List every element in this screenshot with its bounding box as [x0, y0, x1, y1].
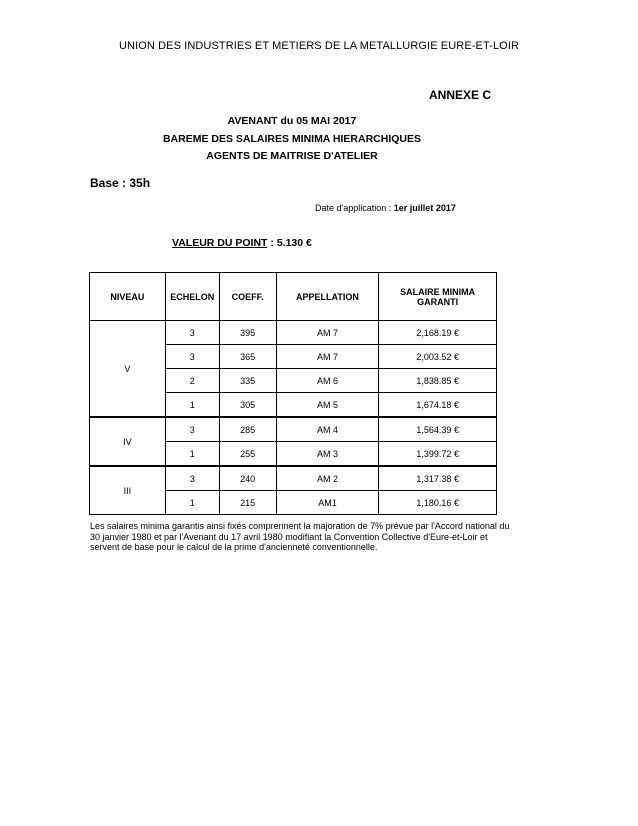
coeff-cell: 215 — [219, 491, 276, 515]
footnote-text: Les salaires minima garantis ainsi fixés comprennent la majoration de 7% prévue par l'Accord national du 30 janvier 1980 et par l'Avenant du 17 avril 1980 modifiant la Convention Collective d'Eure-et-Loir et servent de base pour le calcul de la prime d'ancienneté conventionnelle. — [90, 521, 510, 552]
header-coeff: COEFF. — [219, 273, 276, 321]
echelon-cell: 1 — [165, 393, 219, 418]
title-category: AGENTS DE MAITRISE D'ATELIER — [206, 150, 378, 162]
echelon-cell: 3 — [165, 345, 219, 369]
appellation-cell: AM 5 — [276, 393, 379, 418]
level-cell: IV — [90, 417, 166, 466]
salary-table — [89, 272, 497, 515]
salary-cell: 1,399.72 € — [379, 442, 497, 467]
echelon-cell: 3 — [165, 417, 219, 442]
title-amendment: AVENANT du 05 MAI 2017 — [227, 115, 357, 127]
table-header-row — [90, 273, 497, 321]
title-scale: BAREME DES SALAIRES MINIMA HIERARCHIQUES — [162, 133, 422, 145]
appellation-cell: AM 2 — [276, 466, 379, 491]
annex-label: ANNEXE C — [429, 88, 492, 102]
echelon-cell: 2 — [165, 369, 219, 393]
salary-cell: 1,674.18 € — [379, 393, 497, 418]
level-cell: III — [90, 466, 166, 515]
coeff-cell: 395 — [219, 321, 276, 345]
coeff-cell: 305 — [219, 393, 276, 418]
level-cell: V — [90, 321, 166, 418]
salary-cell: 1,180.16 € — [379, 491, 497, 515]
coeff-cell: 285 — [219, 417, 276, 442]
appellation-cell: AM 7 — [276, 345, 379, 369]
coeff-cell: 255 — [219, 442, 276, 467]
point-value-amount: 5.130 € — [276, 237, 312, 249]
appellation-cell: AM 3 — [276, 442, 379, 467]
header-salaire — [379, 273, 497, 321]
echelon-cell: 3 — [165, 466, 219, 491]
salary-cell: 1,317.38 € — [379, 466, 497, 491]
table-row — [90, 466, 497, 491]
header-niveau: NIVEAU — [90, 273, 166, 321]
table-row — [90, 321, 497, 345]
salary-cell: 2,003.52 € — [379, 345, 497, 369]
base-hours: Base : 35h — [90, 176, 151, 190]
point-value-label: VALEUR DU POINT — [172, 237, 268, 249]
appellation-cell: AM 4 — [276, 417, 379, 442]
application-date — [315, 203, 456, 213]
echelon-cell: 3 — [165, 321, 219, 345]
echelon-cell: 1 — [165, 491, 219, 515]
table-row — [90, 417, 497, 442]
salary-cell: 2,168.19 € — [379, 321, 497, 345]
coeff-cell: 240 — [219, 466, 276, 491]
point-value-separator: : — [270, 237, 274, 249]
organization-header: UNION DES INDUSTRIES ET METIERS DE LA METALLURGIE EURE-ET-LOIR — [118, 40, 520, 52]
appellation-cell: AM 7 — [276, 321, 379, 345]
header-appellation: APPELLATION — [276, 273, 379, 321]
point-value — [172, 237, 312, 249]
salary-cell: 1,564.39 € — [379, 417, 497, 442]
appellation-cell: AM 6 — [276, 369, 379, 393]
application-date-value: 1er juillet 2017 — [393, 203, 456, 213]
coeff-cell: 335 — [219, 369, 276, 393]
appellation-cell: AM1 — [276, 491, 379, 515]
header-salaire-line1: SALAIRE MINIMA — [400, 286, 476, 297]
echelon-cell: 1 — [165, 442, 219, 467]
coeff-cell: 365 — [219, 345, 276, 369]
header-salaire-line2: GARANTI — [417, 296, 459, 307]
header-echelon: ECHELON — [165, 273, 219, 321]
salary-cell: 1,838.85 € — [379, 369, 497, 393]
application-date-label: Date d'application : — [315, 203, 392, 213]
